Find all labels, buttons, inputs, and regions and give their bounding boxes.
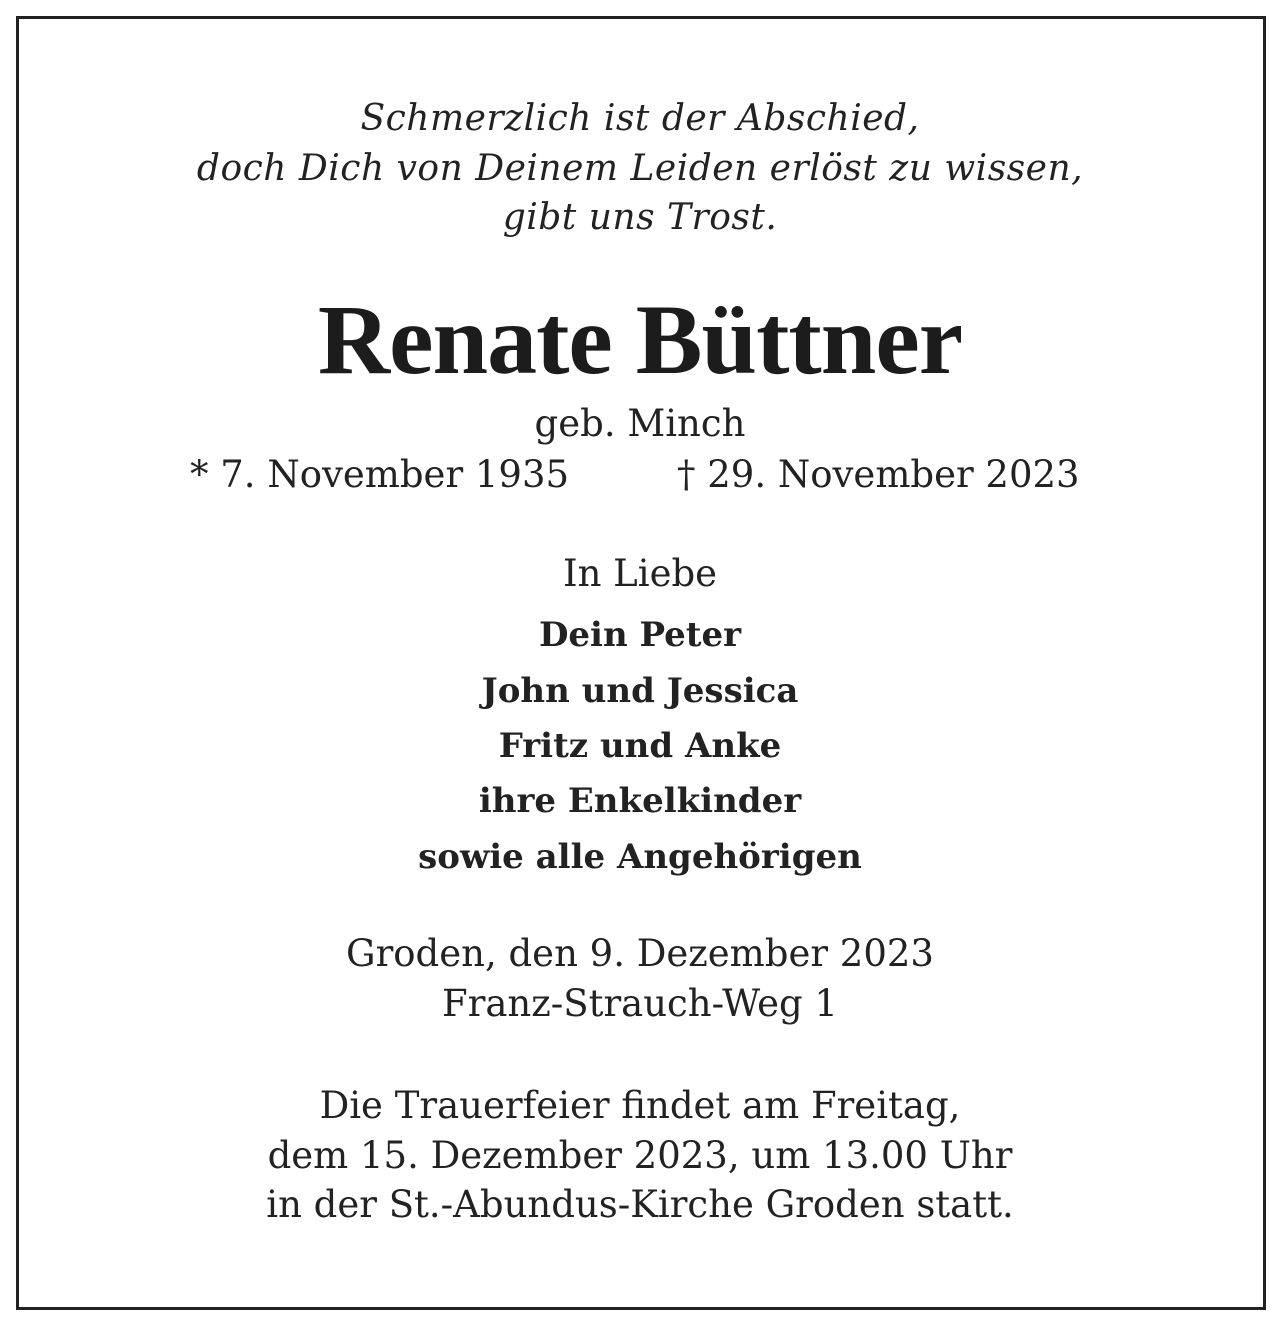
deceased-name: Renate Büttner xyxy=(317,284,963,395)
funeral-line-2: dem 15. Dezember 2023, um 13.00 Uhr xyxy=(267,1134,1013,1177)
funeral-line-3: in der St.-Abundus-Kirche Groden statt. xyxy=(266,1183,1014,1226)
mourner-line-3: Fritz und Anke xyxy=(498,726,782,766)
mourner-line-2: John und Jessica xyxy=(481,671,799,711)
in-love-label: In Liebe xyxy=(562,552,718,595)
funeral-line-1: Die Trauerfeier findet am Freitag, xyxy=(319,1084,961,1127)
mourner-line-5: sowie alle Angehörigen xyxy=(418,837,862,877)
mourner-line-4: ihre Enkelkinder xyxy=(478,781,802,821)
death-date: † 29. November 2023 xyxy=(677,453,1080,496)
quote-line-3: gibt uns Trost. xyxy=(502,197,778,238)
place-date: Groden, den 9. Dezember 2023 xyxy=(346,932,934,975)
quote-line-2: doch Dich von Deinem Leiden erlöst zu wissen, xyxy=(196,148,1084,189)
quote-line-1: Schmerzlich ist der Abschied, xyxy=(360,98,920,139)
address: Franz-Strauch-Weg 1 xyxy=(442,982,838,1025)
mourner-line-1: Dein Peter xyxy=(538,615,742,655)
birth-date: * 7. November 1935 xyxy=(190,453,570,496)
maiden-name: geb. Minch xyxy=(534,402,746,445)
